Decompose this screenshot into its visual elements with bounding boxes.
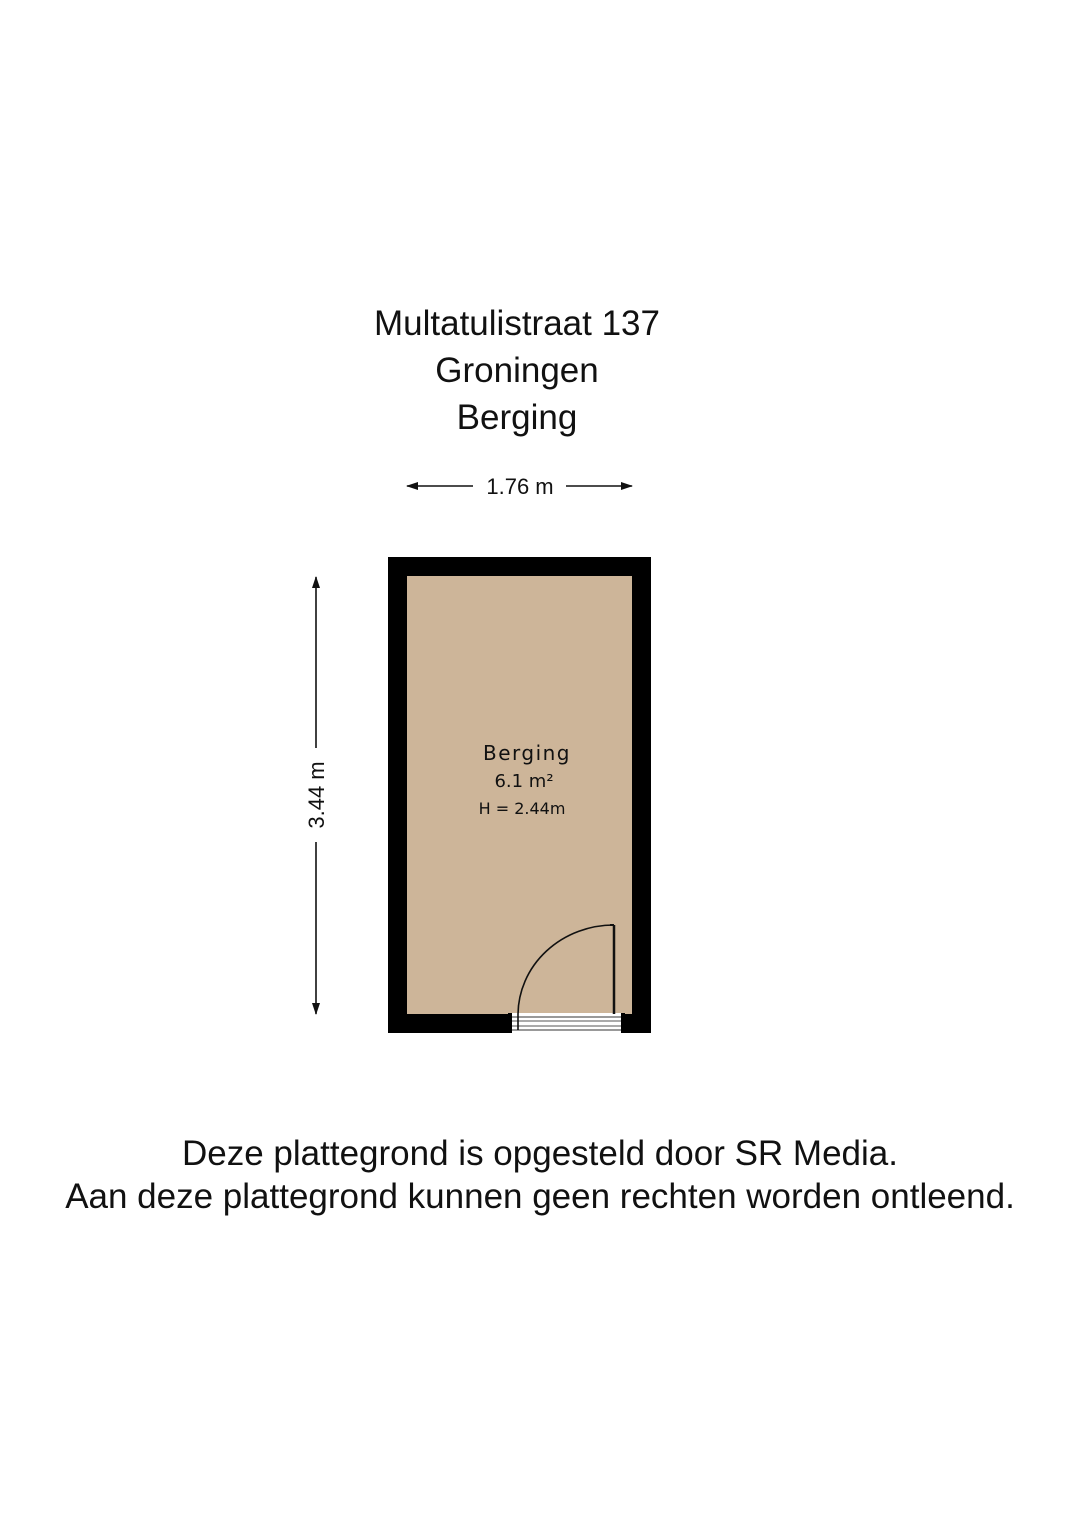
- height-label: 3.44 m: [304, 761, 329, 829]
- width-dimension: [407, 474, 632, 499]
- wall-jamb-right: [621, 1013, 625, 1033]
- room-berging: [388, 557, 651, 1033]
- room-name: Berging: [482, 741, 572, 765]
- room-area: 6.1 m²: [494, 771, 554, 792]
- height-dimension: [304, 577, 329, 1014]
- wall-jamb-left: [508, 1013, 512, 1033]
- address-title: Multatulistraat 137: [374, 304, 660, 343]
- disclaimer-line-1: Deze plattegrond is opgesteld door SR Media.: [182, 1134, 898, 1173]
- width-label: 1.76 m: [486, 474, 554, 499]
- city-title: Groningen: [435, 351, 599, 390]
- floor-title: Berging: [456, 398, 578, 437]
- room-floor: [407, 576, 632, 1014]
- room-ceiling-height: H = 2.44m: [478, 799, 566, 818]
- disclaimer: [0, 1132, 1080, 1218]
- disclaimer-line-2: Aan deze plattegrond kunnen geen rechten worden ontleend.: [65, 1177, 1015, 1216]
